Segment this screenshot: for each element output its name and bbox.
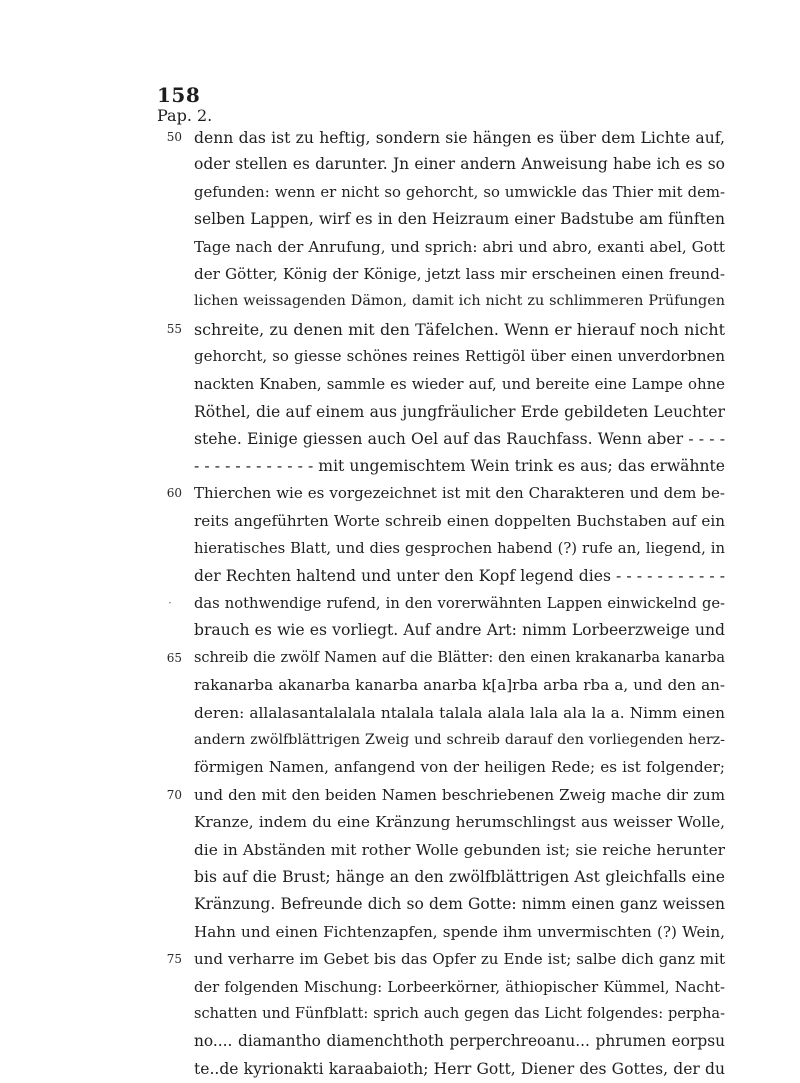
line-text: Kranze, indem du eine Kränzung herumschlingst aus weisser Wolle, xyxy=(194,813,725,832)
text-line xyxy=(194,151,725,178)
line-text: Tage nach der Anrufung, und sprich: abri und abro, exanti abel, Gott xyxy=(194,237,725,256)
line-text: der Rechten haltend und unter den Kopf legend dies - - - - - - - - - - - xyxy=(194,566,725,585)
page-number: 158 xyxy=(157,83,201,107)
line-text: brauch es wie es vorliegt. Auf andre Art: nimm Lorbeerzweige und xyxy=(194,621,725,640)
text-line xyxy=(194,563,725,590)
line-text: oder stellen es darunter. Jn einer andern Anweisung habe ich es so xyxy=(194,155,725,174)
text-line xyxy=(194,672,725,699)
text-line xyxy=(194,809,725,836)
text-line xyxy=(194,425,725,452)
line-text: stehe. Einige giessen auch Oel auf das Rauchfass. Wenn aber - - - - xyxy=(194,429,725,449)
text-line xyxy=(194,206,725,233)
text-line xyxy=(194,288,725,315)
line-text: te..de kyrionakti karaabaioth; Herr Gott, Diener des Gottes, der du xyxy=(194,1059,725,1078)
line-text: und den mit den beiden Namen beschriebenen Zweig mache dir zum xyxy=(194,785,725,804)
text-line xyxy=(168,590,725,617)
text-line xyxy=(194,1001,725,1028)
text-line xyxy=(194,508,725,535)
line-text: der folgenden Mischung: Lorbeerkörner, äthiopischer Kümmel, Nacht- xyxy=(194,978,725,996)
line-text: hieratisches Blatt, und dies gesprochen habend (?) rufe an, liegend, in xyxy=(194,540,725,558)
line-text: selben Lappen, wirf es in den Heizraum einer Badstube am fünften xyxy=(194,210,725,229)
line-text: andern zwölfblättrigen Zweig und schreib darauf den vorliegenden herz- xyxy=(194,731,725,748)
text-line xyxy=(194,864,725,891)
text-line xyxy=(166,645,725,672)
line-text: gefunden: wenn er nicht so gehorcht, so umwickle das Thier mit dem- xyxy=(194,182,725,201)
text-line xyxy=(166,124,725,151)
line-number: 75 xyxy=(166,952,182,967)
text-line xyxy=(166,946,725,973)
body-text xyxy=(166,124,725,1083)
line-text: die in Abständen mit rother Wolle gebunden ist; sie reiche herunter xyxy=(194,840,725,859)
line-text: bis auf die Brust; hänge an den zwölfblättrigen Ast gleichfalls eine xyxy=(194,867,725,886)
text-line xyxy=(194,371,725,398)
line-text: der Götter, König der Könige, jetzt lass mir erscheinen einen freund- xyxy=(194,265,725,284)
text-line xyxy=(194,453,725,480)
line-text: nackten Knaben, sammle es wieder auf, und bereite eine Lampe ohne xyxy=(194,374,725,393)
text-line xyxy=(194,974,725,1001)
text-line xyxy=(194,179,725,206)
text-line xyxy=(194,700,725,727)
text-line xyxy=(166,480,725,507)
line-text: lichen weissagenden Dämon, damit ich nicht zu schlimmeren Prüfungen xyxy=(194,293,725,310)
papyrus-reference: Pap. 2. xyxy=(157,106,213,125)
text-line xyxy=(194,343,725,370)
line-number: 55 xyxy=(166,321,182,336)
margin-mark: · xyxy=(168,595,172,610)
line-text: denn das ist zu heftig, sondern sie hängen es über dem Lichte auf, xyxy=(194,128,725,147)
line-text: Hahn und einen Fichtenzapfen, spende ihm unvermischten (?) Wein, xyxy=(194,922,725,941)
text-line xyxy=(194,1056,725,1083)
line-number: 70 xyxy=(166,787,182,802)
text-line xyxy=(194,837,725,864)
text-line xyxy=(194,234,725,261)
line-text: - - - - - - - - - - - - mit ungemischtem Wein trink es aus; das erwähnte xyxy=(194,456,725,475)
line-text: förmigen Namen, anfangend von der heiligen Rede; es ist folgender; xyxy=(194,758,725,777)
line-text: das nothwendige rufend, in den vorerwähnten Lappen einwickelnd ge- xyxy=(194,594,725,612)
line-text: schreite, zu denen mit den Täfelchen. Wenn er hierauf noch nicht xyxy=(194,319,725,339)
line-text: schatten und Fünfblatt: sprich auch gegen das Licht folgendes: perpha- xyxy=(194,1006,725,1022)
text-line xyxy=(194,1028,725,1055)
line-number: 50 xyxy=(166,130,182,144)
text-line xyxy=(194,261,725,288)
line-text: no.... diamantho diamenchthoth perperchreoanu... phrumen eorpsu xyxy=(194,1032,725,1051)
line-text: reits angeführten Worte schreib einen doppelten Buchstaben auf ein xyxy=(194,511,725,530)
line-text: schreib die zwölf Namen auf die Blätter: den einen krakanarba kanarba xyxy=(194,649,725,666)
text-line xyxy=(194,919,725,946)
text-line xyxy=(194,754,725,781)
line-text: deren: allalasantalalala ntalala talala alala lala ala la a. Nimm einen xyxy=(194,703,725,722)
line-text: Kränzung. Befreunde dich so dem Gotte: nimm einen ganz weissen xyxy=(194,895,725,914)
line-number: 60 xyxy=(166,486,182,501)
line-text: Thierchen wie es vorgezeichnet ist mit den Charakteren und dem be- xyxy=(194,484,725,503)
text-line xyxy=(194,535,725,562)
line-text: rakanarba akanarba kanarba anarba k[a]rba arba rba a, und den an- xyxy=(194,676,725,695)
text-line xyxy=(194,398,725,425)
text-line xyxy=(194,891,725,918)
text-line xyxy=(194,727,725,754)
text-line xyxy=(166,316,725,343)
text-line xyxy=(166,782,725,809)
line-text: und verharre im Gebet bis das Opfer zu Ende ist; salbe dich ganz mit xyxy=(194,950,725,969)
line-text: gehorcht, so giesse schönes reines Rettigöl über einen unverdorbnen xyxy=(194,347,725,366)
text-line xyxy=(194,617,725,644)
line-text: Röthel, die auf einem aus jungfräulicher Erde gebildeten Leuchter xyxy=(194,402,725,422)
line-number: 65 xyxy=(166,650,182,665)
